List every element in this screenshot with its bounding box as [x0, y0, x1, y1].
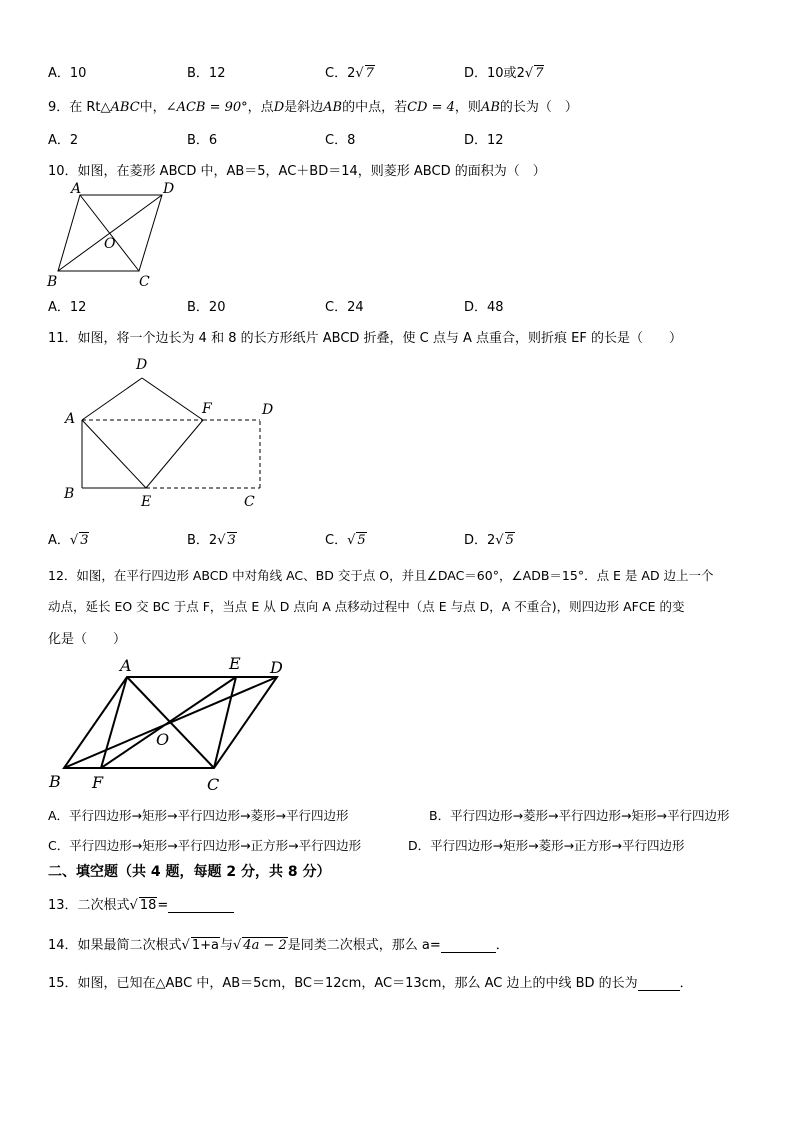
q8-option-d-coef: 2	[516, 66, 525, 81]
q10-label-d: D	[163, 181, 175, 197]
q14-end: ．	[495, 938, 509, 953]
q8-option-c-radicand: 7	[365, 66, 374, 81]
q10-option-c[interactable]: C．24	[325, 300, 364, 315]
sqrt-symbol: √ 1+a	[181, 938, 219, 953]
q8-option-d-radicand: 7	[535, 66, 544, 81]
q11-option-b-prefix: B．	[187, 533, 209, 548]
q12-label-e: E	[229, 654, 241, 673]
sqrt-symbol: √ 4a − 2	[233, 938, 287, 953]
q15-stem	[48, 972, 693, 991]
q10-label-b: B	[47, 274, 58, 290]
q13-text: 13．二次根式	[48, 898, 130, 913]
q8-option-b[interactable]: B．12	[187, 66, 226, 81]
q11-label-e: E	[141, 494, 152, 510]
q13-answer-blank[interactable]	[168, 898, 234, 913]
q9-text: ，点	[247, 100, 274, 115]
q10-option-d[interactable]: D．48	[464, 300, 504, 315]
q14-answer-blank[interactable]	[441, 938, 496, 953]
q9-option-d[interactable]: D．12	[464, 133, 504, 148]
q11-option-b-radicand: 3	[227, 533, 236, 548]
q14-radicand-1: 1+a	[191, 938, 219, 953]
q11-option-c-prefix: C．	[325, 533, 348, 548]
sqrt-symbol: √ 18	[129, 898, 157, 913]
q10-label-o: O	[104, 236, 116, 252]
q14-text: 是同类二次根式，那么 a=	[287, 938, 441, 953]
q15-end: ．	[679, 976, 693, 991]
section-title-fill-in: 二、填空题（共 4 题，每题 2 分，共 8 分）	[48, 864, 331, 880]
sqrt-symbol: √ 3	[69, 533, 89, 548]
q12-label-d: D	[270, 658, 283, 677]
q9-option-b[interactable]: B．6	[187, 133, 218, 148]
q12-stem-line1: 12．如图，在平行四边形 ABCD 中对角线 AC、BD 交于点 O，并且∠DAC＝60°，∠ADB＝15°．点 E 是 AD 边上一个	[48, 568, 714, 583]
q8-option-c-prefix: C．	[325, 66, 348, 81]
q8-option-d-prefix: D．10或	[464, 66, 517, 81]
q14-text: 14．如果最简二次根式	[48, 938, 182, 953]
q9-text: 是斜边	[284, 100, 324, 115]
q12-option-b[interactable]: B．平行四边形→菱形→平行四边形→矩形→平行四边形	[429, 808, 730, 823]
q11-label-b: B	[64, 486, 75, 502]
q11-option-d-radicand: 5	[505, 533, 514, 548]
q12-stem-line2: 动点，延长 EO 交 BC 于点 F，当点 E 从 D 点向 A 点移动过程中（点 E 与点 D，A 不重合)，则四边形 AFCE 的变	[48, 599, 685, 614]
q12-option-c[interactable]: C．平行四边形→矩形→平行四边形→正方形→平行四边形	[48, 838, 362, 853]
q14-radicand-2: 4a − 2	[243, 938, 287, 953]
q9-text: 的长为（ ）	[499, 100, 578, 115]
q12-label-b: B	[49, 772, 61, 791]
q11-label-f: F	[202, 401, 212, 417]
q10-label-a: A	[71, 181, 82, 197]
q9-text: 中，	[139, 100, 166, 115]
sqrt-symbol: √ 7	[524, 66, 544, 81]
q10-option-b[interactable]: B．20	[187, 300, 226, 315]
q13-radicand: 18	[139, 898, 157, 913]
q12-segment-ef	[101, 677, 236, 768]
q9-option-a[interactable]: A．2	[48, 133, 79, 148]
q9-text: 9．在 Rt△	[48, 100, 111, 115]
q9-angle: ∠ACB = 90°	[165, 100, 248, 115]
q12-label-c: C	[207, 775, 220, 794]
q12-segment-af	[101, 677, 127, 768]
q11-label-a: A	[65, 411, 76, 427]
q9-segment: AB	[480, 100, 500, 115]
q9-option-c[interactable]: C．8	[325, 133, 356, 148]
sqrt-symbol: √ 5	[495, 533, 514, 548]
q13-equals: =	[157, 898, 169, 913]
q11-option-b-coef: 2	[208, 533, 218, 548]
sqrt-symbol: √ 7	[355, 66, 374, 81]
q11-option-d-coef: 2	[487, 533, 496, 548]
q11-option-d-prefix: D．	[464, 533, 488, 548]
q15-text: 15．如图，已知在△ABC 中，AB＝5cm，BC＝12cm，AC＝13cm，那么 AC 边上的中线 BD 的长为	[48, 976, 638, 991]
q11-option-a-prefix: A．	[48, 533, 70, 548]
q8-option-a[interactable]: A．10	[48, 66, 87, 81]
q9-condition: CD = 4	[407, 100, 455, 115]
q11-label-d: D	[262, 402, 274, 418]
q9-point: D	[273, 100, 285, 115]
q9-text: 的中点，若	[342, 100, 408, 115]
q11-stem: 11．如图，将一个边长为 4 和 8 的长方形纸片 ABCD 折叠，使 C 点与 A 点重合，则折痕 EF 的长是（ ）	[48, 331, 683, 346]
q11-label-d-folded: D	[136, 357, 148, 373]
q8-option-c-coef: 2	[347, 66, 356, 81]
sqrt-symbol: √ 5	[347, 533, 366, 548]
q12-label-a: A	[120, 656, 132, 675]
sqrt-symbol: √ 3	[217, 533, 236, 548]
q10-stem: 10．如图，在菱形 ABCD 中，AB＝5，AC＋BD＝14，则菱形 ABCD 的面积为（ ）	[48, 164, 546, 179]
q12-option-a[interactable]: A．平行四边形→矩形→平行四边形→菱形→平行四边形	[48, 808, 349, 823]
q11-option-a-radicand: 3	[80, 533, 89, 548]
q13-stem	[48, 894, 234, 913]
q11-label-c: C	[244, 494, 255, 510]
q14-text: 与	[219, 938, 233, 953]
q9-triangle: ABC	[110, 100, 140, 115]
q10-label-c: C	[139, 274, 150, 290]
q12-option-d[interactable]: D．平行四边形→矩形→菱形→正方形→平行四边形	[408, 838, 685, 853]
q12-stem-line3: 化是（ ）	[48, 632, 127, 647]
q9-text: ，则	[454, 100, 481, 115]
q9-segment: AB	[323, 100, 343, 115]
q12-label-o: O	[156, 730, 170, 749]
q14-stem	[48, 934, 509, 953]
q11-option-c-radicand: 5	[357, 533, 366, 548]
q12-label-f: F	[92, 773, 104, 792]
q15-answer-blank[interactable]	[638, 976, 680, 991]
q10-option-a[interactable]: A．12	[48, 300, 87, 315]
